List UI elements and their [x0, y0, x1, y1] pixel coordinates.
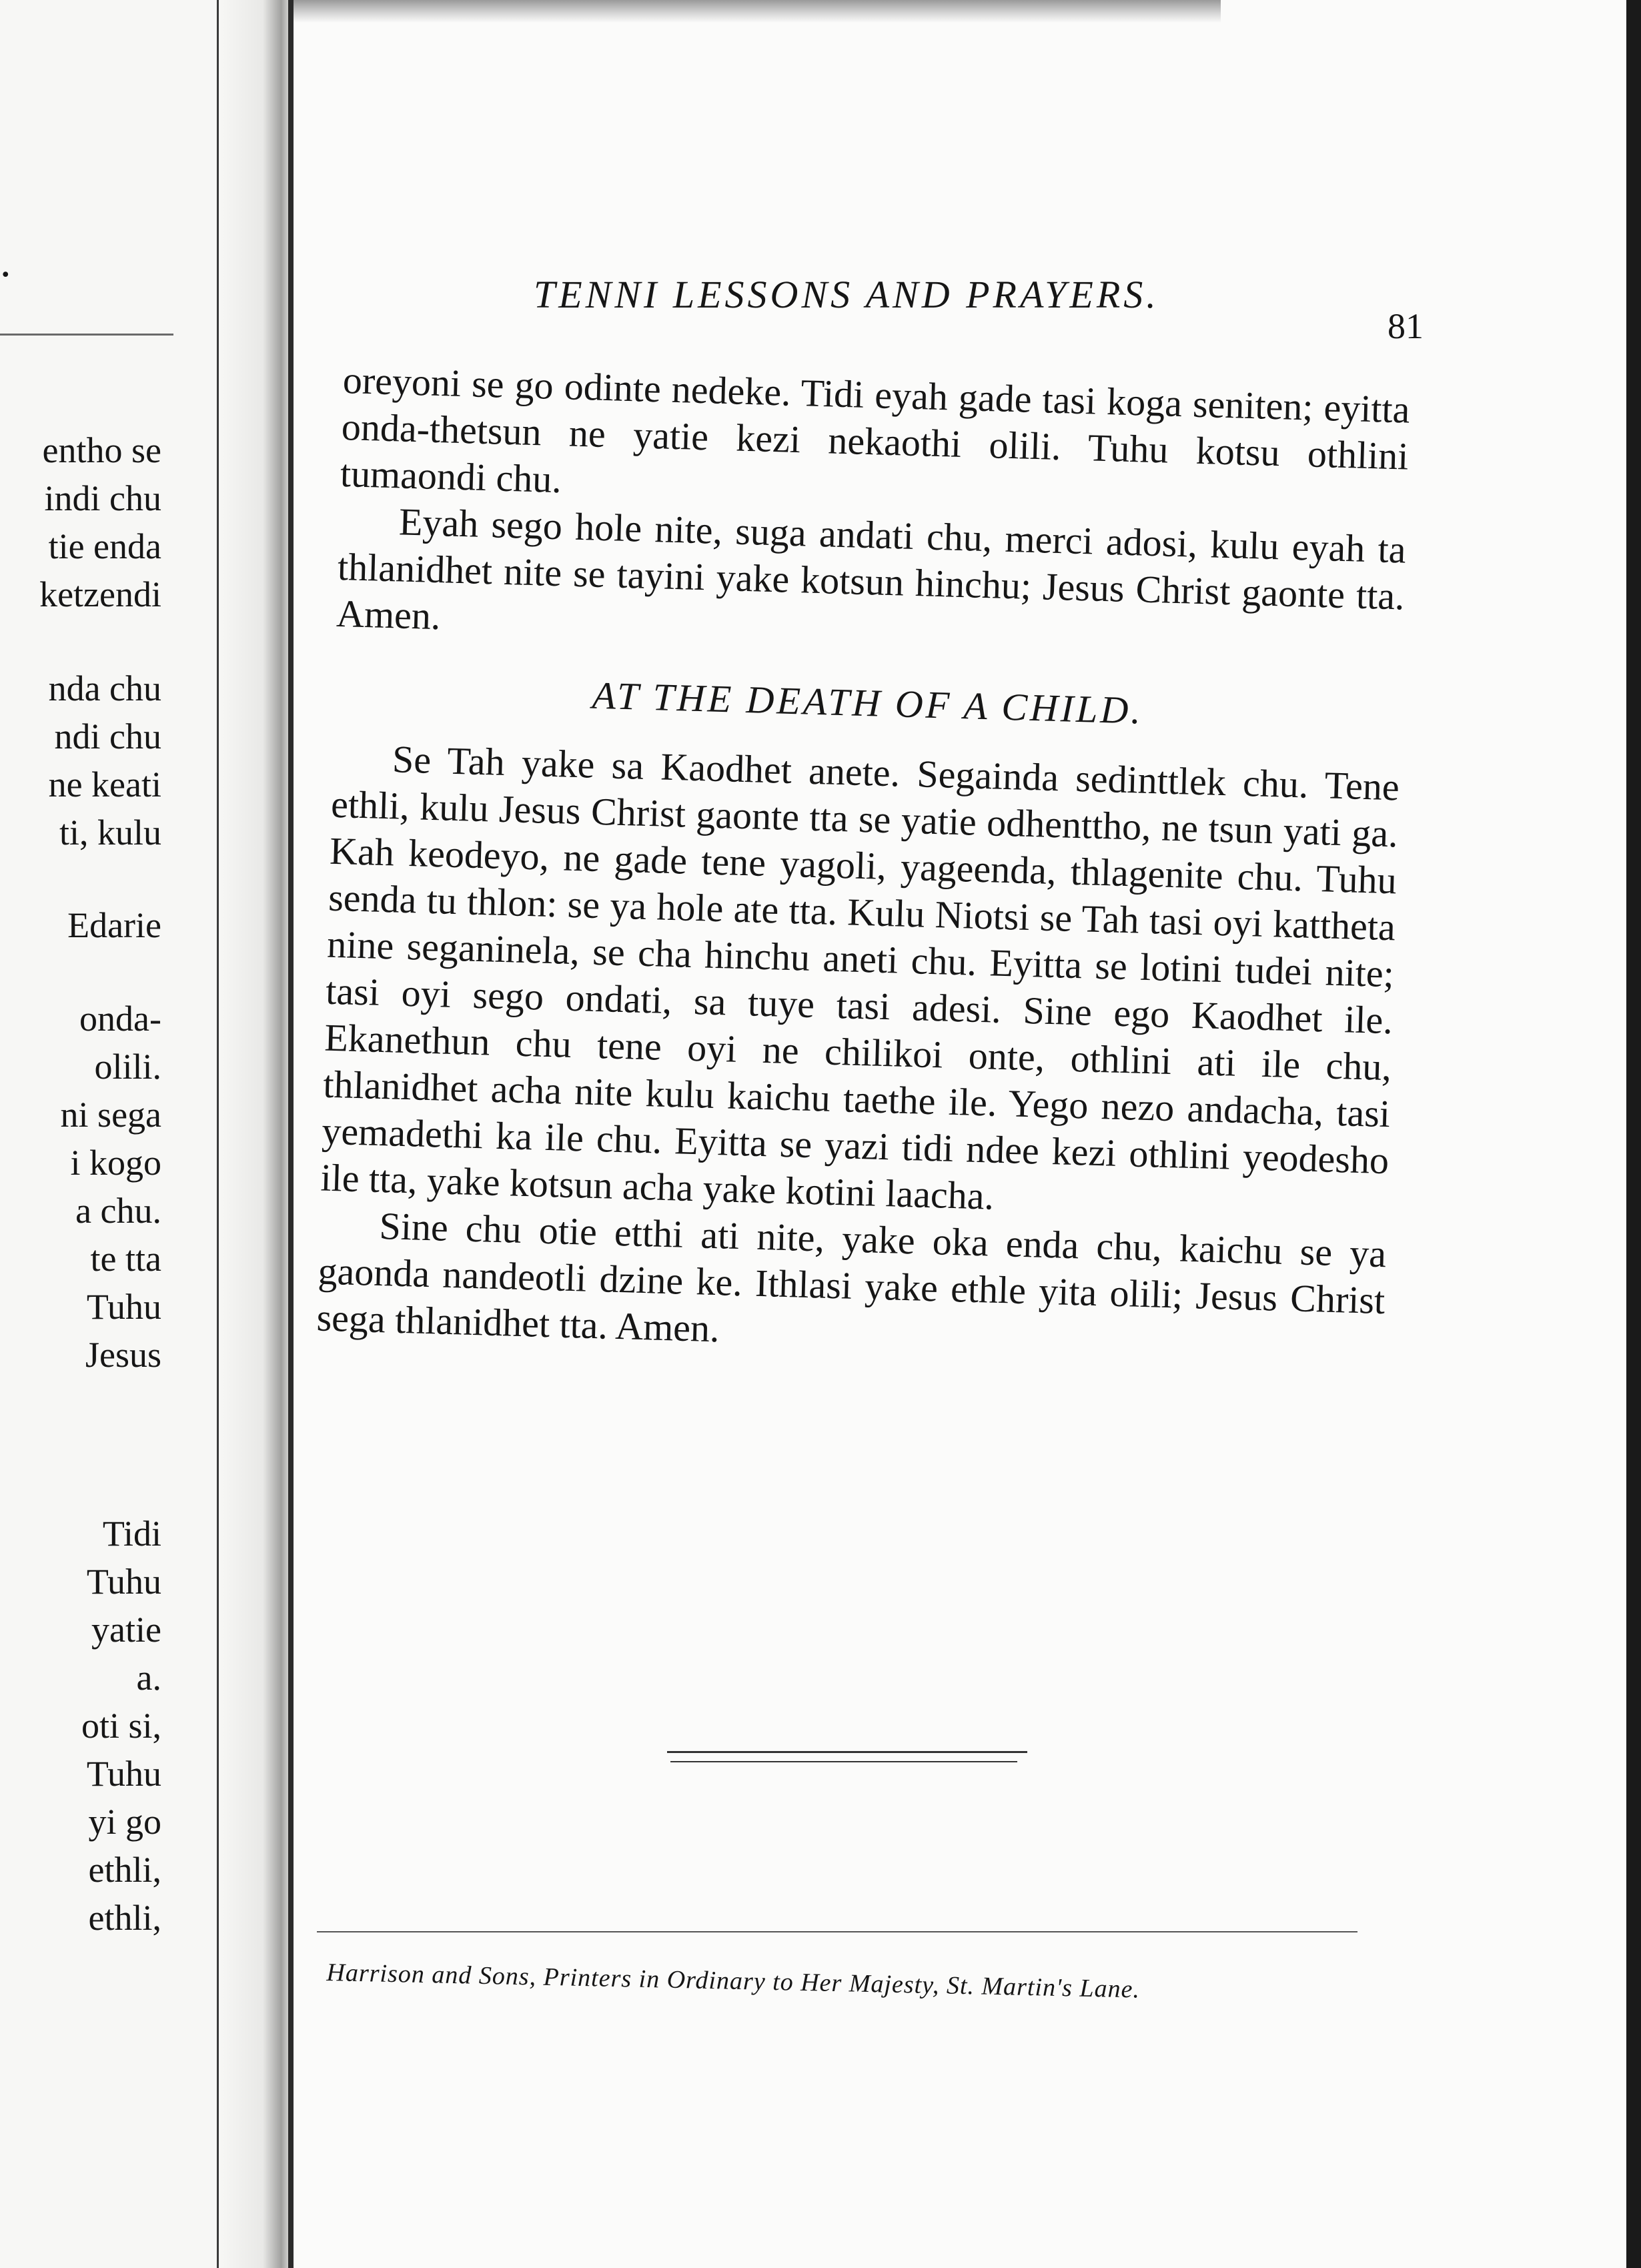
- left-page-line: onda-: [79, 999, 161, 1039]
- left-page-line: a.: [136, 1658, 161, 1698]
- paragraph-continued: oreyoni se go odinte nedeke. Tidi eyah gade tasi koga seniten; eyitta onda-thetsun ne yatie kezi nekaothi olili. Tuhu kotsu othlini tumaondi chu.: [340, 358, 1411, 502]
- end-divider-top: [667, 1751, 1027, 1753]
- book-gutter-shadow: [219, 0, 299, 2268]
- left-page-rule: [0, 334, 173, 336]
- page-right-edge: [1626, 0, 1641, 2268]
- paragraph-prayer-end: Sine chu otie etthi ati nite, yake oka enda chu, kaichu se ya gaonda nandeotli dzine ke. Ithlasi yake ethle yita olili; Jesus Christ sega thlanidhet tta. Amen.: [316, 1204, 1387, 1351]
- left-page-line: entho se: [42, 430, 161, 470]
- left-page-line: yi go: [88, 1802, 161, 1842]
- left-page-line: ketzendi: [39, 574, 161, 614]
- page-body: [316, 357, 1411, 1371]
- left-page-line: te tta: [90, 1239, 161, 1279]
- left-page-line: nda chu: [48, 668, 161, 708]
- left-page-line: tie enda: [48, 526, 161, 566]
- paragraph-prayer-body: Se Tah yake sa Kaodhet anete. Segainda sedinttlek chu. Tene ethli, kulu Jesus Christ gaonte tta se yatie odhenttho, ne tsun yati ga. Kah keodeyo, ne gade tene yagoli, yageenda, thlagenite chu. Tuhu senda tu thlon: se ya hole ate tta. Kulu Niotsi se Tah tasi oyi kattheta nine seganinela, se cha hinchu aneti chu. Eyitta se lotini tudei nite; tasi oyi sego ondati, sa tuye tasi adesi. Sine ego Kaodhet ile. Ekanethun chu tene oyi ne chilikoi onte, othlini ati ile chu, thlanidhet acha nite kulu kaichu taethe ile. Yego nezo andacha, tasi yemadethi ka ile chu. Eyitta se yazi tidi ndee kezi othlini yeodesho ile tta, yake kotsun acha yake kotini laacha.: [320, 737, 1400, 1218]
- left-page-line: indi chu: [44, 478, 161, 518]
- printer-imprint: Harrison and Sons, Printers in Ordinary to Her Majesty, St. Martin's Lane.: [326, 1958, 1141, 2004]
- paragraph-closing-prayer: Eyah sego hole nite, suga andati chu, merci adosi, kulu eyah ta thlanidhet nite se tayini yake kotsun hinchu; Jesus Christ gaonte tta. Amen.: [336, 500, 1407, 638]
- left-page-line: Jesus: [85, 1335, 161, 1375]
- footer-rule: [317, 1931, 1357, 1932]
- left-page-line: olili.: [94, 1047, 161, 1087]
- page-top-edge: [294, 0, 1221, 23]
- left-page-mark: .: [0, 237, 11, 286]
- left-page-line: ndi chu: [54, 716, 161, 756]
- left-page-line: ni sega: [60, 1095, 161, 1135]
- left-page-line: Tuhu: [86, 1562, 161, 1602]
- left-page-line: Tidi: [102, 1514, 161, 1554]
- left-page-line: ethli,: [88, 1898, 161, 1938]
- book-page-81: [294, 0, 1641, 2268]
- page-number: 81: [1388, 306, 1424, 346]
- left-page-line: yatie: [91, 1610, 161, 1650]
- section-heading: AT THE DEATH OF A CHILD.: [591, 673, 1144, 732]
- left-page-line: ti, kulu: [59, 812, 161, 853]
- left-page-line: oti si,: [81, 1706, 161, 1746]
- book-spine: [288, 0, 294, 2268]
- left-page-line: Tuhu: [86, 1287, 161, 1327]
- left-page-line: ethli,: [88, 1850, 161, 1890]
- left-page-line: i kogo: [70, 1143, 161, 1183]
- left-page-line: Tuhu: [86, 1754, 161, 1794]
- end-divider-bottom: [670, 1761, 1017, 1762]
- left-page-line: a chu.: [75, 1191, 161, 1231]
- running-head: TENNI LESSONS AND PRAYERS.: [534, 273, 1159, 316]
- left-page-line: ne keati: [48, 764, 161, 804]
- left-page-line: Edarie: [67, 905, 161, 945]
